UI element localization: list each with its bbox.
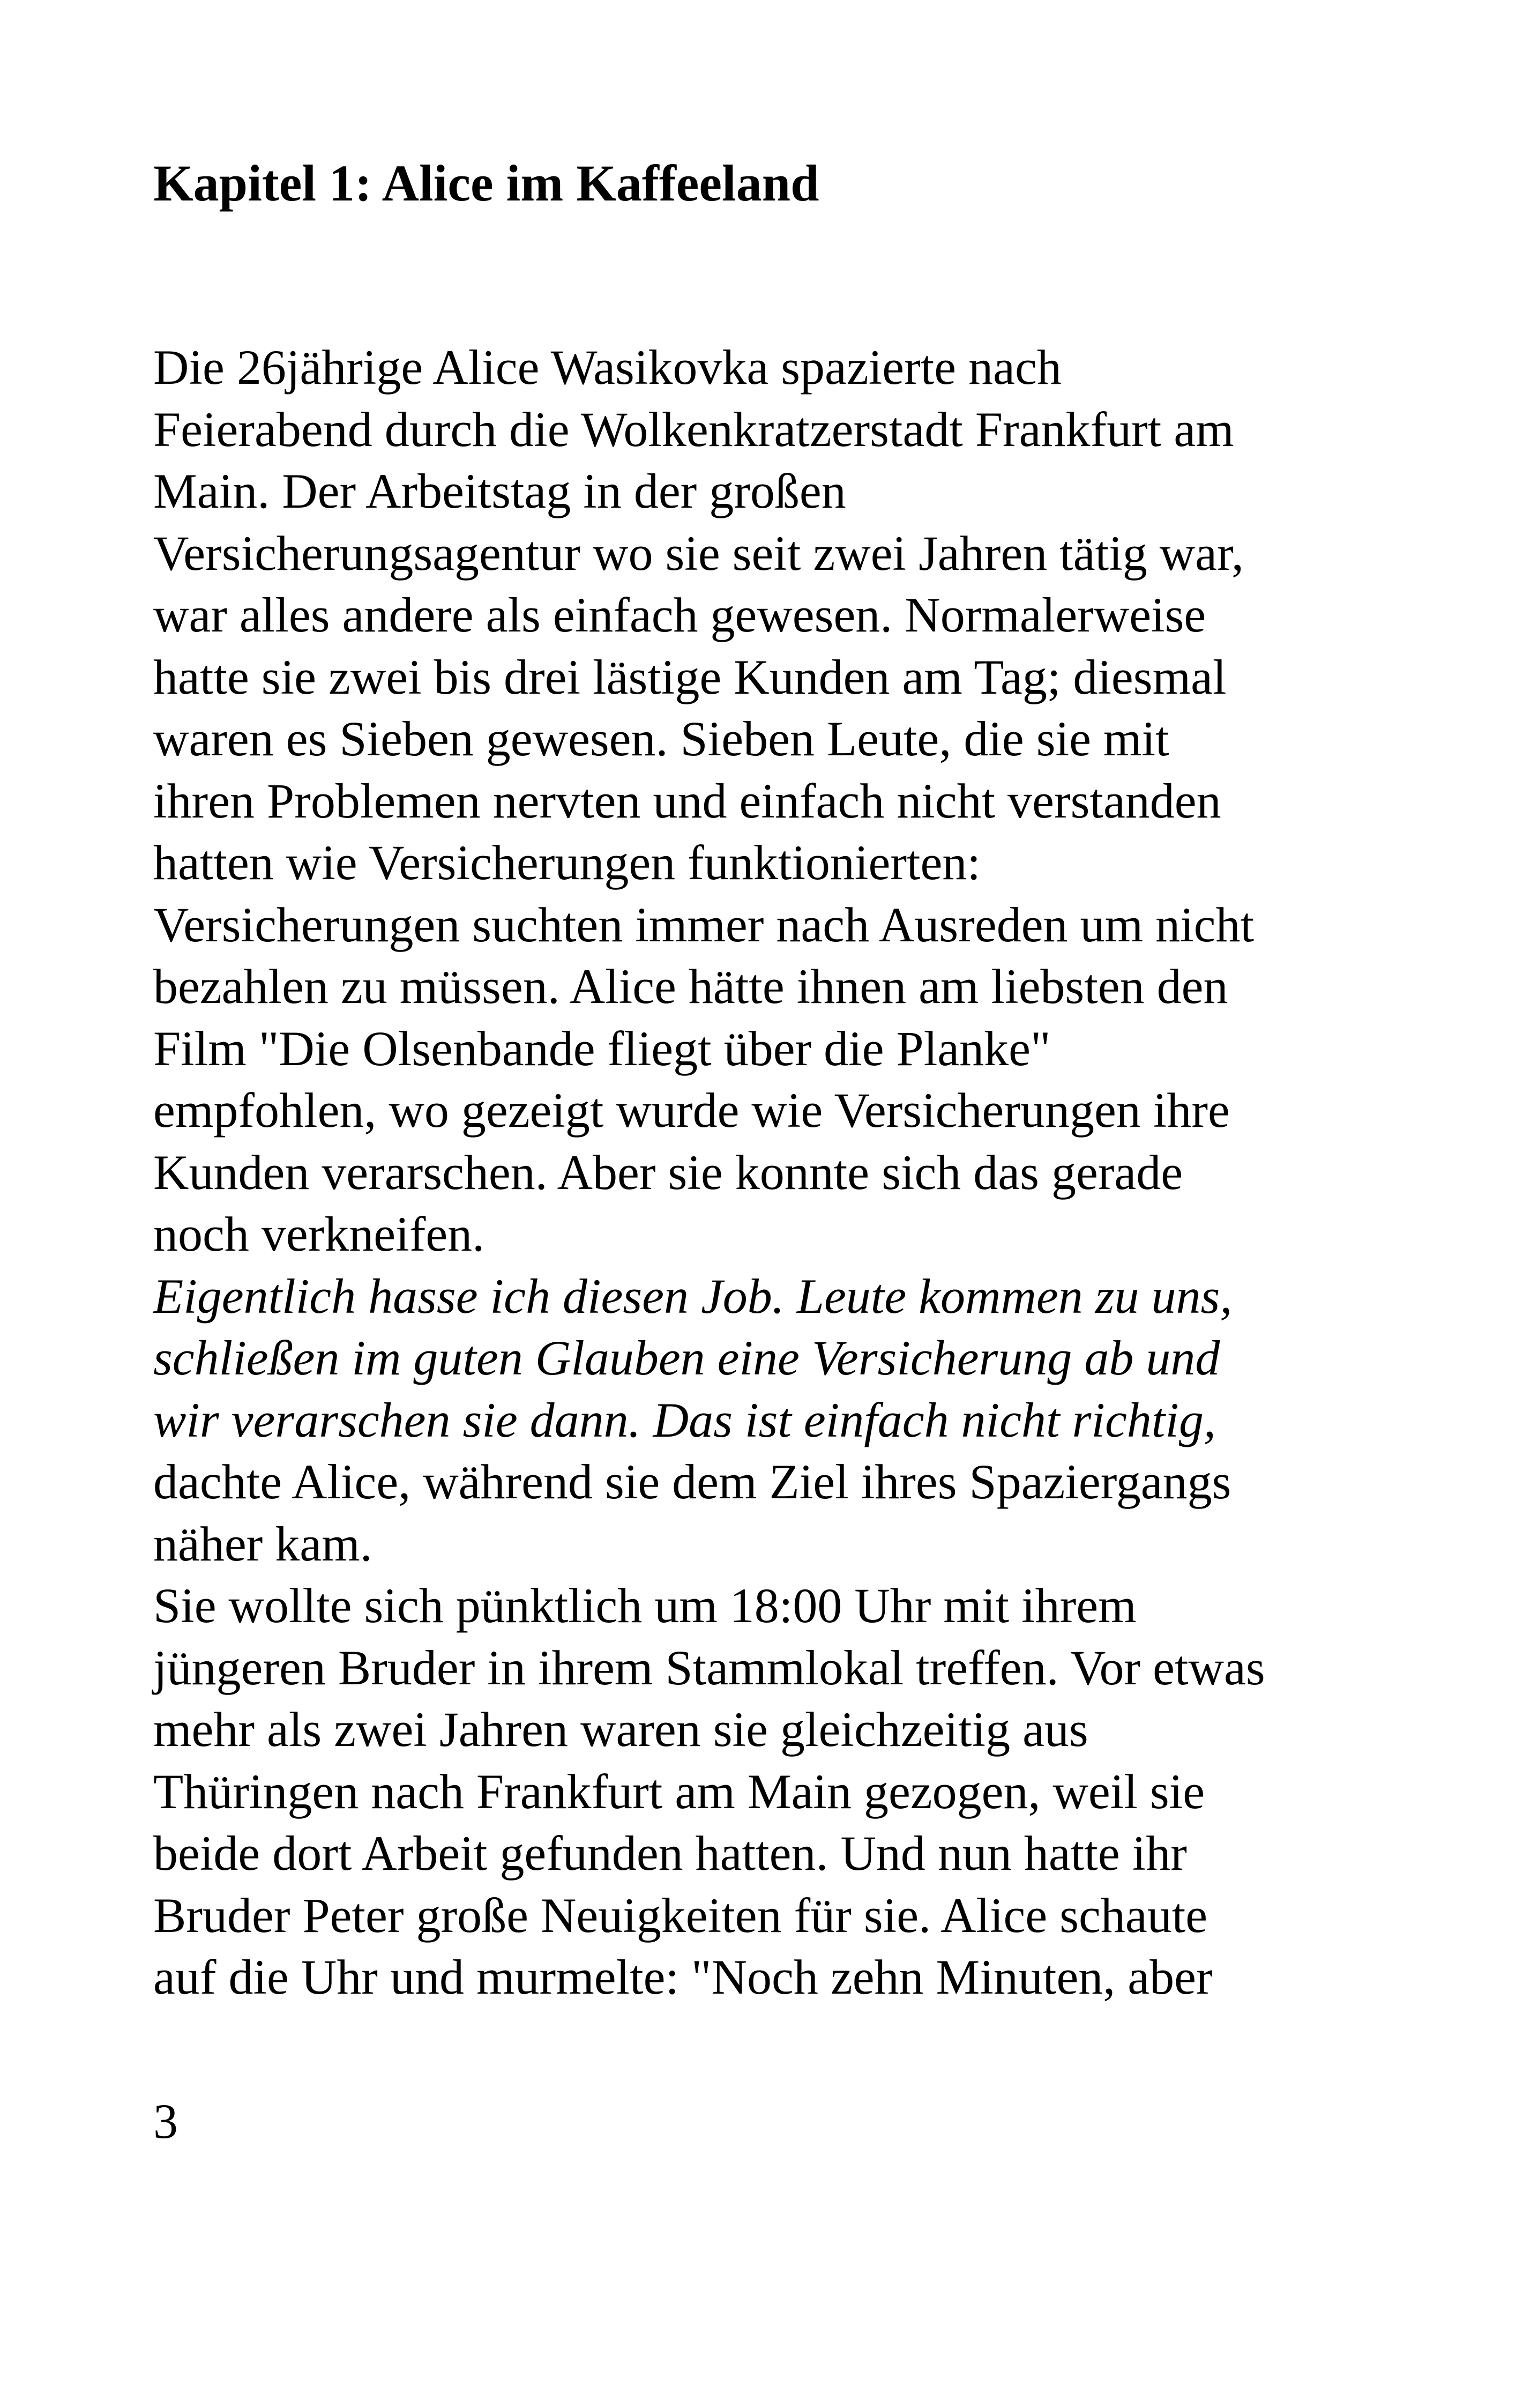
page-number: 3 — [153, 2094, 178, 2149]
text-line: Sie wollte sich pünktlich um 18:00 Uhr mit ihrem — [153, 1578, 1137, 1633]
text-line: Thüringen nach Frankfurt am Main gezogen, weil sie — [153, 1764, 1205, 1819]
text-line: Versicherungen suchten immer nach Ausreden um nicht — [153, 897, 1255, 952]
text-line: war alles andere als einfach gewesen. Normalerweise — [153, 588, 1206, 642]
text-line: Main. Der Arbeitstag in der großen — [153, 464, 846, 518]
body-text — [153, 337, 1386, 2009]
text-line: Kunden verarschen. Aber sie konnte sich das gerade — [153, 1144, 1183, 1200]
text-line: waren es Sieben gewesen. Sieben Leute, die sie mit — [153, 711, 1169, 766]
text-line: Eigentlich hasse ich diesen Job. Leute kommen zu uns, — [153, 1268, 1233, 1324]
text-line: ihren Problemen nervten und einfach nicht verstanden — [153, 773, 1221, 828]
text-line: Feierabend durch die Wolkenkratzerstadt Frankfurt am — [153, 402, 1234, 457]
text-line: bezahlen zu müssen. Alice hätte ihnen am liebsten den — [153, 959, 1228, 1014]
chapter-title: Kapitel 1: Alice im Kaffeeland — [153, 154, 819, 212]
text-line: noch verkneifen. — [153, 1207, 485, 1261]
text-line: Bruder Peter große Neuigkeiten für sie. Alice schaute — [153, 1887, 1208, 1943]
text-line: jüngeren Bruder in ihrem Stammlokal treffen. Vor etwas — [153, 1640, 1265, 1695]
text-line: wir verarschen sie dann. Das ist einfach nicht richtig, — [153, 1392, 1216, 1447]
text-line: Film "Die Olsenbande fliegt über die Planke" — [153, 1021, 1051, 1076]
text-line: hatte sie zwei bis drei lästige Kunden am Tag; diesmal — [153, 649, 1227, 704]
text-line: beide dort Arbeit gefunden hatten. Und nun hatte ihr — [153, 1826, 1187, 1881]
text-line: Die 26jährige Alice Wasikovka spazierte nach — [153, 340, 1062, 395]
text-line: näher kam. — [153, 1516, 372, 1571]
text-line: mehr als zwei Jahren waren sie gleichzeitig aus — [153, 1702, 1088, 1757]
text-line: hatten wie Versicherungen funktionierten: — [153, 835, 981, 890]
text-line: empfohlen, wo gezeigt wurde wie Versicherungen ihre — [153, 1083, 1230, 1138]
text-line: auf die Uhr und murmelte: "Noch zehn Minuten, aber — [153, 1950, 1213, 2004]
text-line: dachte Alice, während sie dem Ziel ihres Spaziergangs — [153, 1454, 1231, 1509]
text-line: schließen im guten Glauben eine Versicherung ab und — [153, 1331, 1220, 1385]
text-line: Versicherungsagentur wo sie seit zwei Jahren tätig war, — [153, 525, 1244, 581]
